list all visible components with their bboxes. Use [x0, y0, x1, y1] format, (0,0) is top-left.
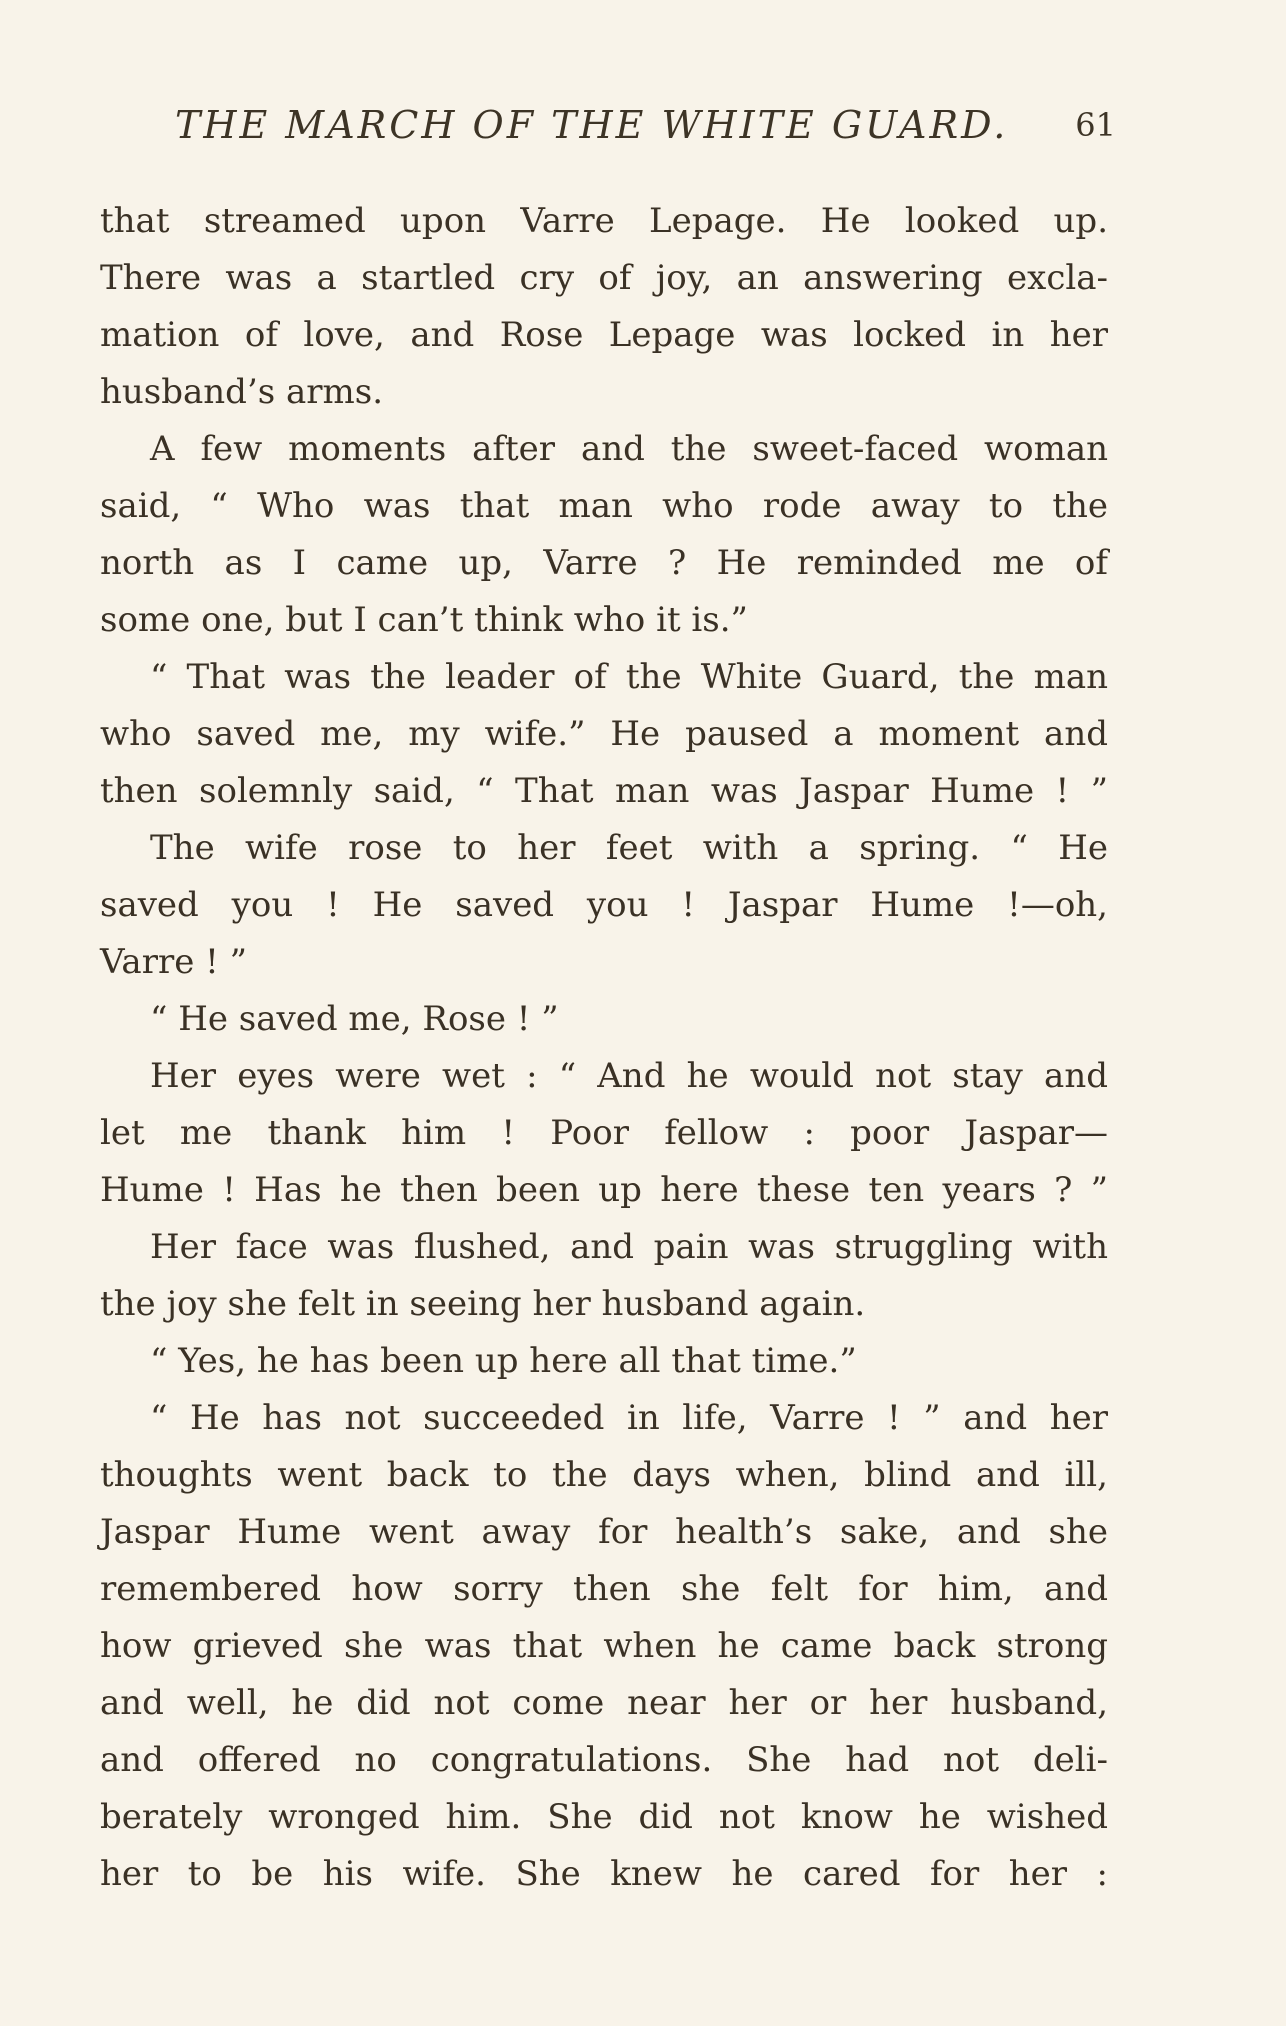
running-head	[100, 100, 1116, 160]
text-line: remembered how sorry then she felt for him, and	[100, 1569, 1108, 1609]
text-line: then solemnly said, “ That man was Jaspar Hume ! ”	[100, 771, 1108, 811]
text-line: said, “ Who was that man who rode away to the	[100, 486, 1108, 526]
text-line: the joy she felt in seeing her husband again.	[100, 1284, 866, 1324]
text-line: thoughts went back to the days when, blind and ill,	[100, 1455, 1108, 1495]
body-text	[100, 193, 1108, 1903]
text-line: husband’s arms.	[100, 372, 384, 412]
text-line: north as I came up, Varre ? He reminded me of	[100, 543, 1108, 583]
text-line: “ Yes, he has been up here all that time.”	[150, 1341, 857, 1381]
text-line: A few moments after and the sweet-faced woman	[150, 429, 1108, 469]
text-line: mation of love, and Rose Lepage was locked in her	[100, 315, 1108, 355]
text-line: some one, but I can’t think who it is.”	[100, 600, 748, 640]
page-number: 61	[1075, 106, 1116, 144]
running-title: THE MARCH OF THE WHITE GUARD.	[175, 103, 1009, 147]
text-line: saved you ! He saved you ! Jaspar Hume !—oh,	[100, 885, 1108, 925]
text-line: “ That was the leader of the White Guard, the man	[150, 657, 1108, 697]
text-line: “ He saved me, Rose ! ”	[150, 999, 559, 1039]
text-line: There was a startled cry of joy, an answering excla-	[100, 258, 1108, 298]
text-line: and well, he did not come near her or her husband,	[100, 1683, 1108, 1723]
text-line: and offered no congratulations. She had not deli-	[100, 1740, 1108, 1780]
text-line: Jaspar Hume went away for health’s sake, and she	[100, 1512, 1108, 1552]
text-line: The wife rose to her feet with a spring. “ He	[150, 828, 1108, 868]
text-line: her to be his wife. She knew he cared for her :	[100, 1854, 1108, 1894]
text-line: Her eyes were wet : “ And he would not stay and	[150, 1056, 1108, 1096]
text-line: who saved me, my wife.” He paused a moment and	[100, 714, 1108, 754]
text-line: berately wronged him. She did not know he wished	[100, 1797, 1108, 1837]
text-line: that streamed upon Varre Lepage. He looked up.	[100, 201, 1108, 241]
text-line: Varre ! ”	[100, 942, 247, 982]
text-line: Her face was flushed, and pain was struggling with	[150, 1227, 1108, 1267]
text-line: Hume ! Has he then been up here these ten years ? ”	[100, 1170, 1108, 1210]
text-line: “ He has not succeeded in life, Varre ! ” and her	[150, 1398, 1108, 1438]
text-line: how grieved she was that when he came back strong	[100, 1626, 1108, 1666]
text-line: let me thank him ! Poor fellow : poor Jaspar—	[100, 1113, 1108, 1153]
